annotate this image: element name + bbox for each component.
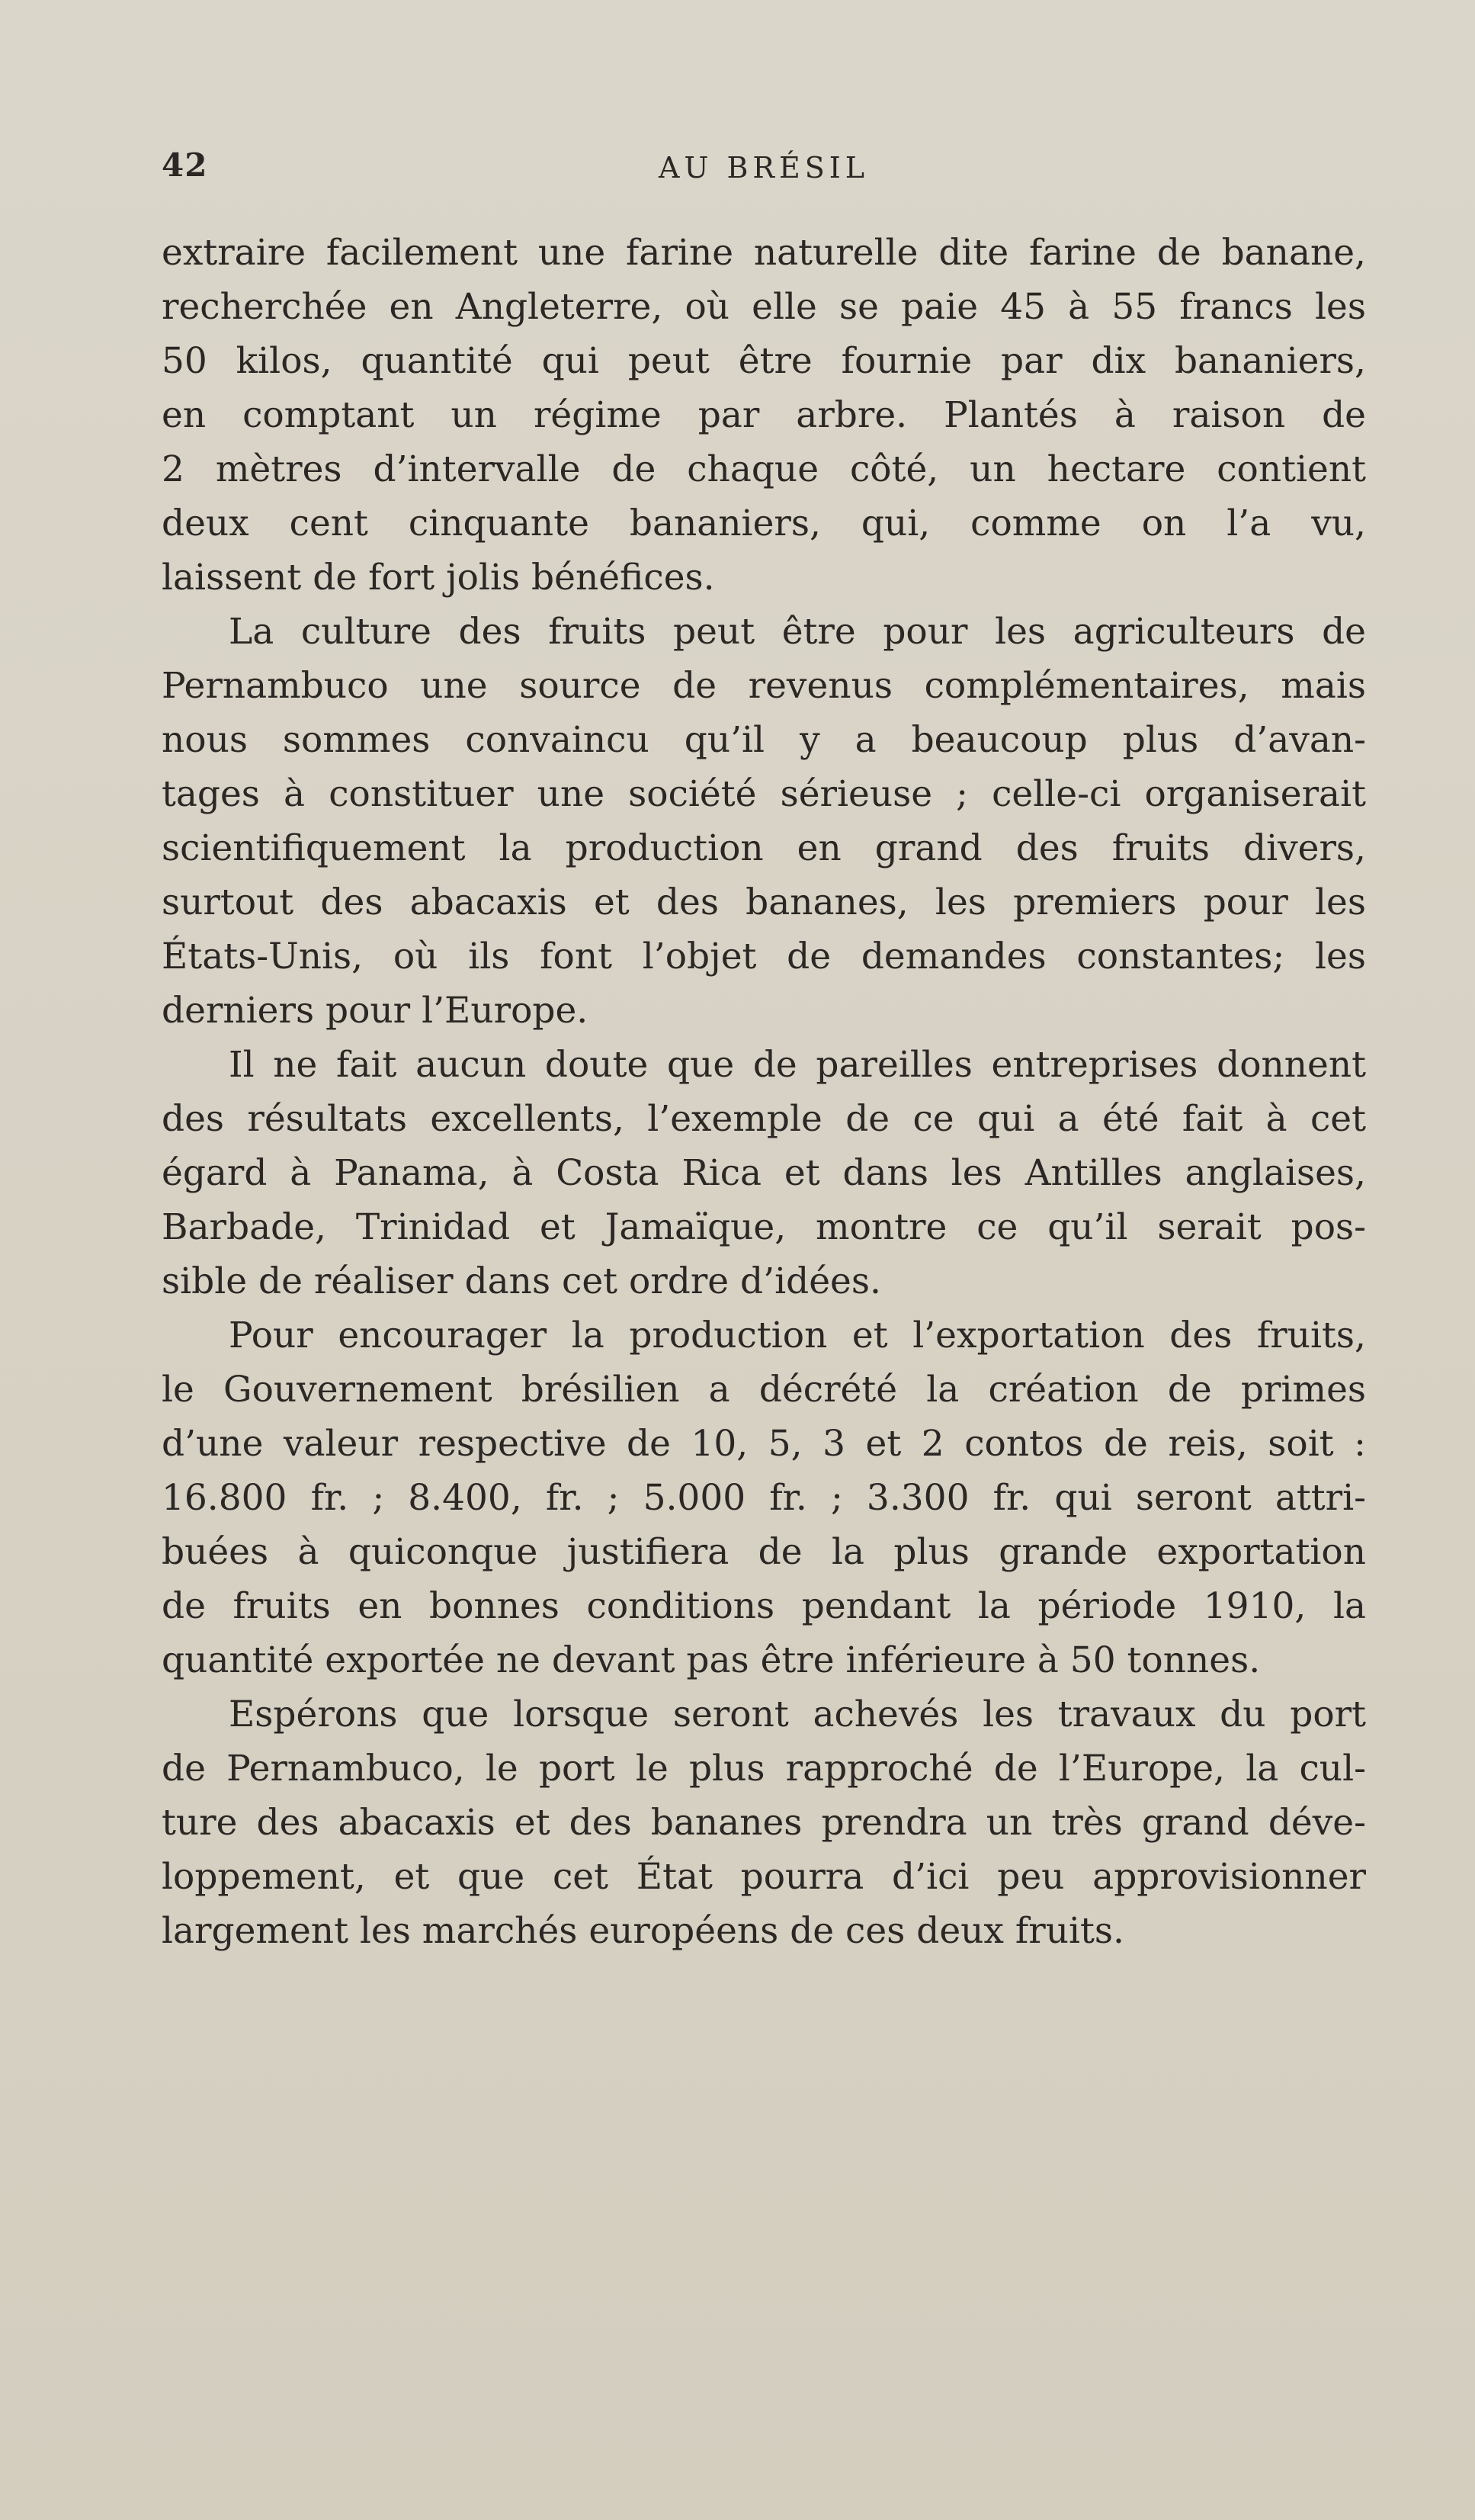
text-line: tages à constituer une société sérieuse ; celle-ci organiserait xyxy=(162,773,1366,815)
text-line: ture des abacaxis et des bananes prendra un très grand déve- xyxy=(162,1802,1366,1844)
text-line: Barbade, Trinidad et Jamaïque, montre ce qu’il serait pos- xyxy=(162,1206,1366,1248)
text-line: de fruits en bonnes conditions pendant la période 1910, la xyxy=(162,1585,1366,1627)
page-header xyxy=(162,146,1366,192)
text-line: égard à Panama, à Costa Rica et dans les Antilles anglaises, xyxy=(162,1152,1366,1194)
text-line: laissent de fort jolis bénéfices. xyxy=(162,557,715,599)
text-line: scientifiquement la production en grand des fruits divers, xyxy=(162,827,1366,869)
text-line: loppement, et que cet État pourra d’ici peu approvisionner xyxy=(162,1856,1366,1898)
text-line: États-Unis, où ils font l’objet de demandes constantes; les xyxy=(162,936,1366,978)
text-line: quantité exportée ne devant pas être inférieure à 50 tonnes. xyxy=(162,1639,1261,1681)
text-line: 16.800 fr. ; 8.400, fr. ; 5.000 fr. ; 3.300 fr. qui seront attri- xyxy=(162,1477,1366,1519)
text-line: nous sommes convaincu qu’il y a beaucoup plus d’avan- xyxy=(162,719,1366,761)
text-line: 50 kilos, quantité qui peut être fournie par dix bananiers, xyxy=(162,340,1366,382)
paragraph-start: Pour encourager la production et l’exportation des fruits, xyxy=(229,1315,1366,1356)
text-line: le Gouvernement brésilien a décrété la création de primes xyxy=(162,1369,1366,1411)
text-line: 2 mètres d’intervalle de chaque côté, un hectare contient xyxy=(162,448,1366,490)
paragraph-start: Il ne fait aucun doute que de pareilles entreprises donnent xyxy=(229,1044,1366,1086)
text-line: deux cent cinquante bananiers, qui, comme on l’a vu, xyxy=(162,502,1366,544)
text-line: Pernambuco une source de revenus complémentaires, mais xyxy=(162,665,1366,707)
text-line: des résultats excellents, l’exemple de ce qui a été fait à cet xyxy=(162,1098,1366,1140)
page-number: 42 xyxy=(162,146,208,184)
text-line: buées à quiconque justifiera de la plus grande exportation xyxy=(162,1531,1366,1573)
text-line: derniers pour l’Europe. xyxy=(162,990,588,1032)
text-line: largement les marchés européens de ces deux fruits. xyxy=(162,1910,1124,1952)
text-line: sible de réaliser dans cet ordre d’idées. xyxy=(162,1260,881,1302)
paragraph-start: La culture des fruits peut être pour les agriculteurs de xyxy=(229,611,1366,653)
paragraph-start: Espérons que lorsque seront achevés les travaux du port xyxy=(229,1693,1366,1735)
text-line: extraire facilement une farine naturelle dite farine de banane, xyxy=(162,232,1366,274)
text-line: en comptant un régime par arbre. Plantés à raison de xyxy=(162,394,1366,436)
text-line: de Pernambuco, le port le plus rapproché de l’Europe, la cul- xyxy=(162,1748,1366,1790)
text-line: surtout des abacaxis et des bananes, les premiers pour les xyxy=(162,881,1366,923)
text-line: d’une valeur respective de 10, 5, 3 et 2 contos de reis, soit : xyxy=(162,1423,1366,1465)
running-title: AU BRÉSIL xyxy=(658,151,870,185)
text-line: recherchée en Angleterre, où elle se paie 45 à 55 francs les xyxy=(162,286,1366,328)
body-text xyxy=(162,226,1366,1958)
